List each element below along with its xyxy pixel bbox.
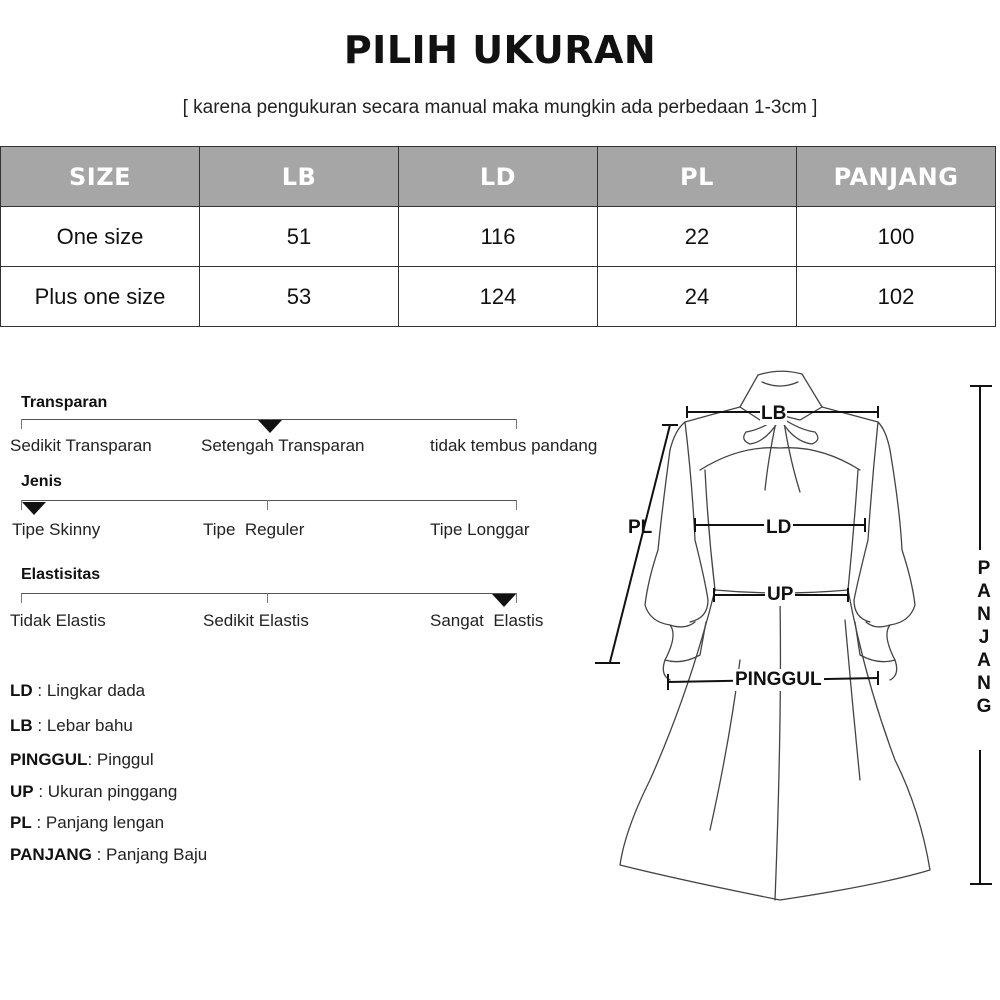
scale-label: Setengah Transparan: [201, 436, 365, 455]
legend-abbr: LD: [10, 681, 33, 700]
table-cell: 124: [399, 267, 598, 327]
table-cell: 51: [200, 207, 399, 267]
label-panjang-letter: A: [977, 581, 991, 602]
table-cell: 100: [797, 207, 996, 267]
scale-label: Tidak Elastis: [10, 611, 106, 630]
page-title: PILIH UKURAN: [343, 28, 657, 72]
legend-sep: :: [91, 845, 107, 864]
column-header-pl: PL: [598, 147, 797, 207]
label-panjang-letter: A: [977, 650, 991, 671]
label-panjang-letter: N: [977, 604, 991, 625]
legend-sep: :: [87, 750, 97, 769]
table-cell: 116: [399, 207, 598, 267]
label-panjang-letter: G: [976, 696, 992, 717]
legend-abbr: LB: [10, 716, 33, 735]
label-panjang-letter: P: [977, 558, 991, 579]
legend-desc: Panjang lengan: [45, 813, 165, 832]
legend-sep: :: [32, 681, 47, 700]
label-ld: LD: [766, 517, 792, 538]
legend-desc: Pinggul: [96, 750, 154, 769]
scale-tick: [516, 419, 517, 429]
label-pl: PL: [628, 517, 653, 538]
scale-title: Elastisitas: [21, 566, 101, 583]
scale-tick: [21, 419, 22, 429]
table-row: [1, 207, 996, 267]
column-header-size: SIZE: [1, 147, 200, 207]
scale-label: Tipe Skinny: [12, 520, 101, 539]
table-cell: One size: [1, 207, 200, 267]
legend-abbr: PANJANG: [10, 845, 92, 864]
legend-item: [10, 845, 207, 865]
legend-desc: Ukuran pinggang: [47, 782, 178, 801]
scale-label: Sangat Elastis: [430, 611, 544, 630]
label-panjang-letter: N: [977, 673, 991, 694]
legend-desc: Panjang Baju: [106, 845, 208, 864]
legend-desc: Lingkar dada: [46, 681, 146, 700]
legend-abbr: PINGGUL: [10, 750, 88, 769]
table-cell: 24: [598, 267, 797, 327]
table-row: [1, 267, 996, 327]
column-header-lb: LB: [200, 147, 399, 207]
size-table-header: [1, 147, 996, 207]
scale-label: tidak tembus pandang: [430, 436, 598, 455]
scale-tick: [516, 593, 517, 603]
legend-item: [10, 716, 133, 736]
label-panjang-letter: J: [978, 627, 990, 648]
scale-label: Tipe Reguler: [203, 520, 305, 539]
scale-tick: [267, 593, 268, 603]
table-cell: Plus one size: [1, 267, 200, 327]
legend-item: [10, 750, 154, 770]
measurement-note: [ karena pengukuran secara manual maka mungkin ada perbedaan 1-3cm ]: [182, 97, 818, 118]
table-cell: 53: [200, 267, 399, 327]
legend-sep: :: [33, 782, 48, 801]
column-header-ld: LD: [399, 147, 598, 207]
column-header-panjang: PANJANG: [797, 147, 996, 207]
scale-label: Sedikit Transparan: [10, 436, 152, 455]
legend-item: [10, 782, 177, 802]
scale-marker: [258, 420, 282, 433]
scale-line: [21, 593, 517, 594]
scale-tick: [267, 500, 268, 510]
size-table: [0, 146, 996, 327]
scale-marker: [22, 502, 46, 515]
scale-title: Jenis: [21, 473, 62, 490]
legend-sep: :: [31, 813, 46, 832]
table-cell: 22: [598, 207, 797, 267]
scale-tick: [21, 593, 22, 603]
table-cell: 102: [797, 267, 996, 327]
label-lb: LB: [761, 403, 787, 424]
legend-item: [10, 681, 145, 701]
legend-abbr: UP: [10, 782, 34, 801]
legend-desc: Lebar bahu: [46, 716, 133, 735]
scale-tick: [516, 500, 517, 510]
legend-item: [10, 813, 164, 833]
legend-abbr: PL: [10, 813, 32, 832]
label-up: UP: [767, 584, 794, 605]
legend-sep: :: [32, 716, 47, 735]
label-pinggul: PINGGUL: [735, 669, 822, 690]
scale-line: [21, 500, 517, 501]
dress-sketch-icon: [590, 360, 1000, 920]
scale-label: Tipe Longgar: [430, 520, 530, 539]
scale-title: Transparan: [21, 394, 108, 411]
scale-label: Sedikit Elastis: [203, 611, 309, 630]
scale-marker: [492, 594, 516, 607]
